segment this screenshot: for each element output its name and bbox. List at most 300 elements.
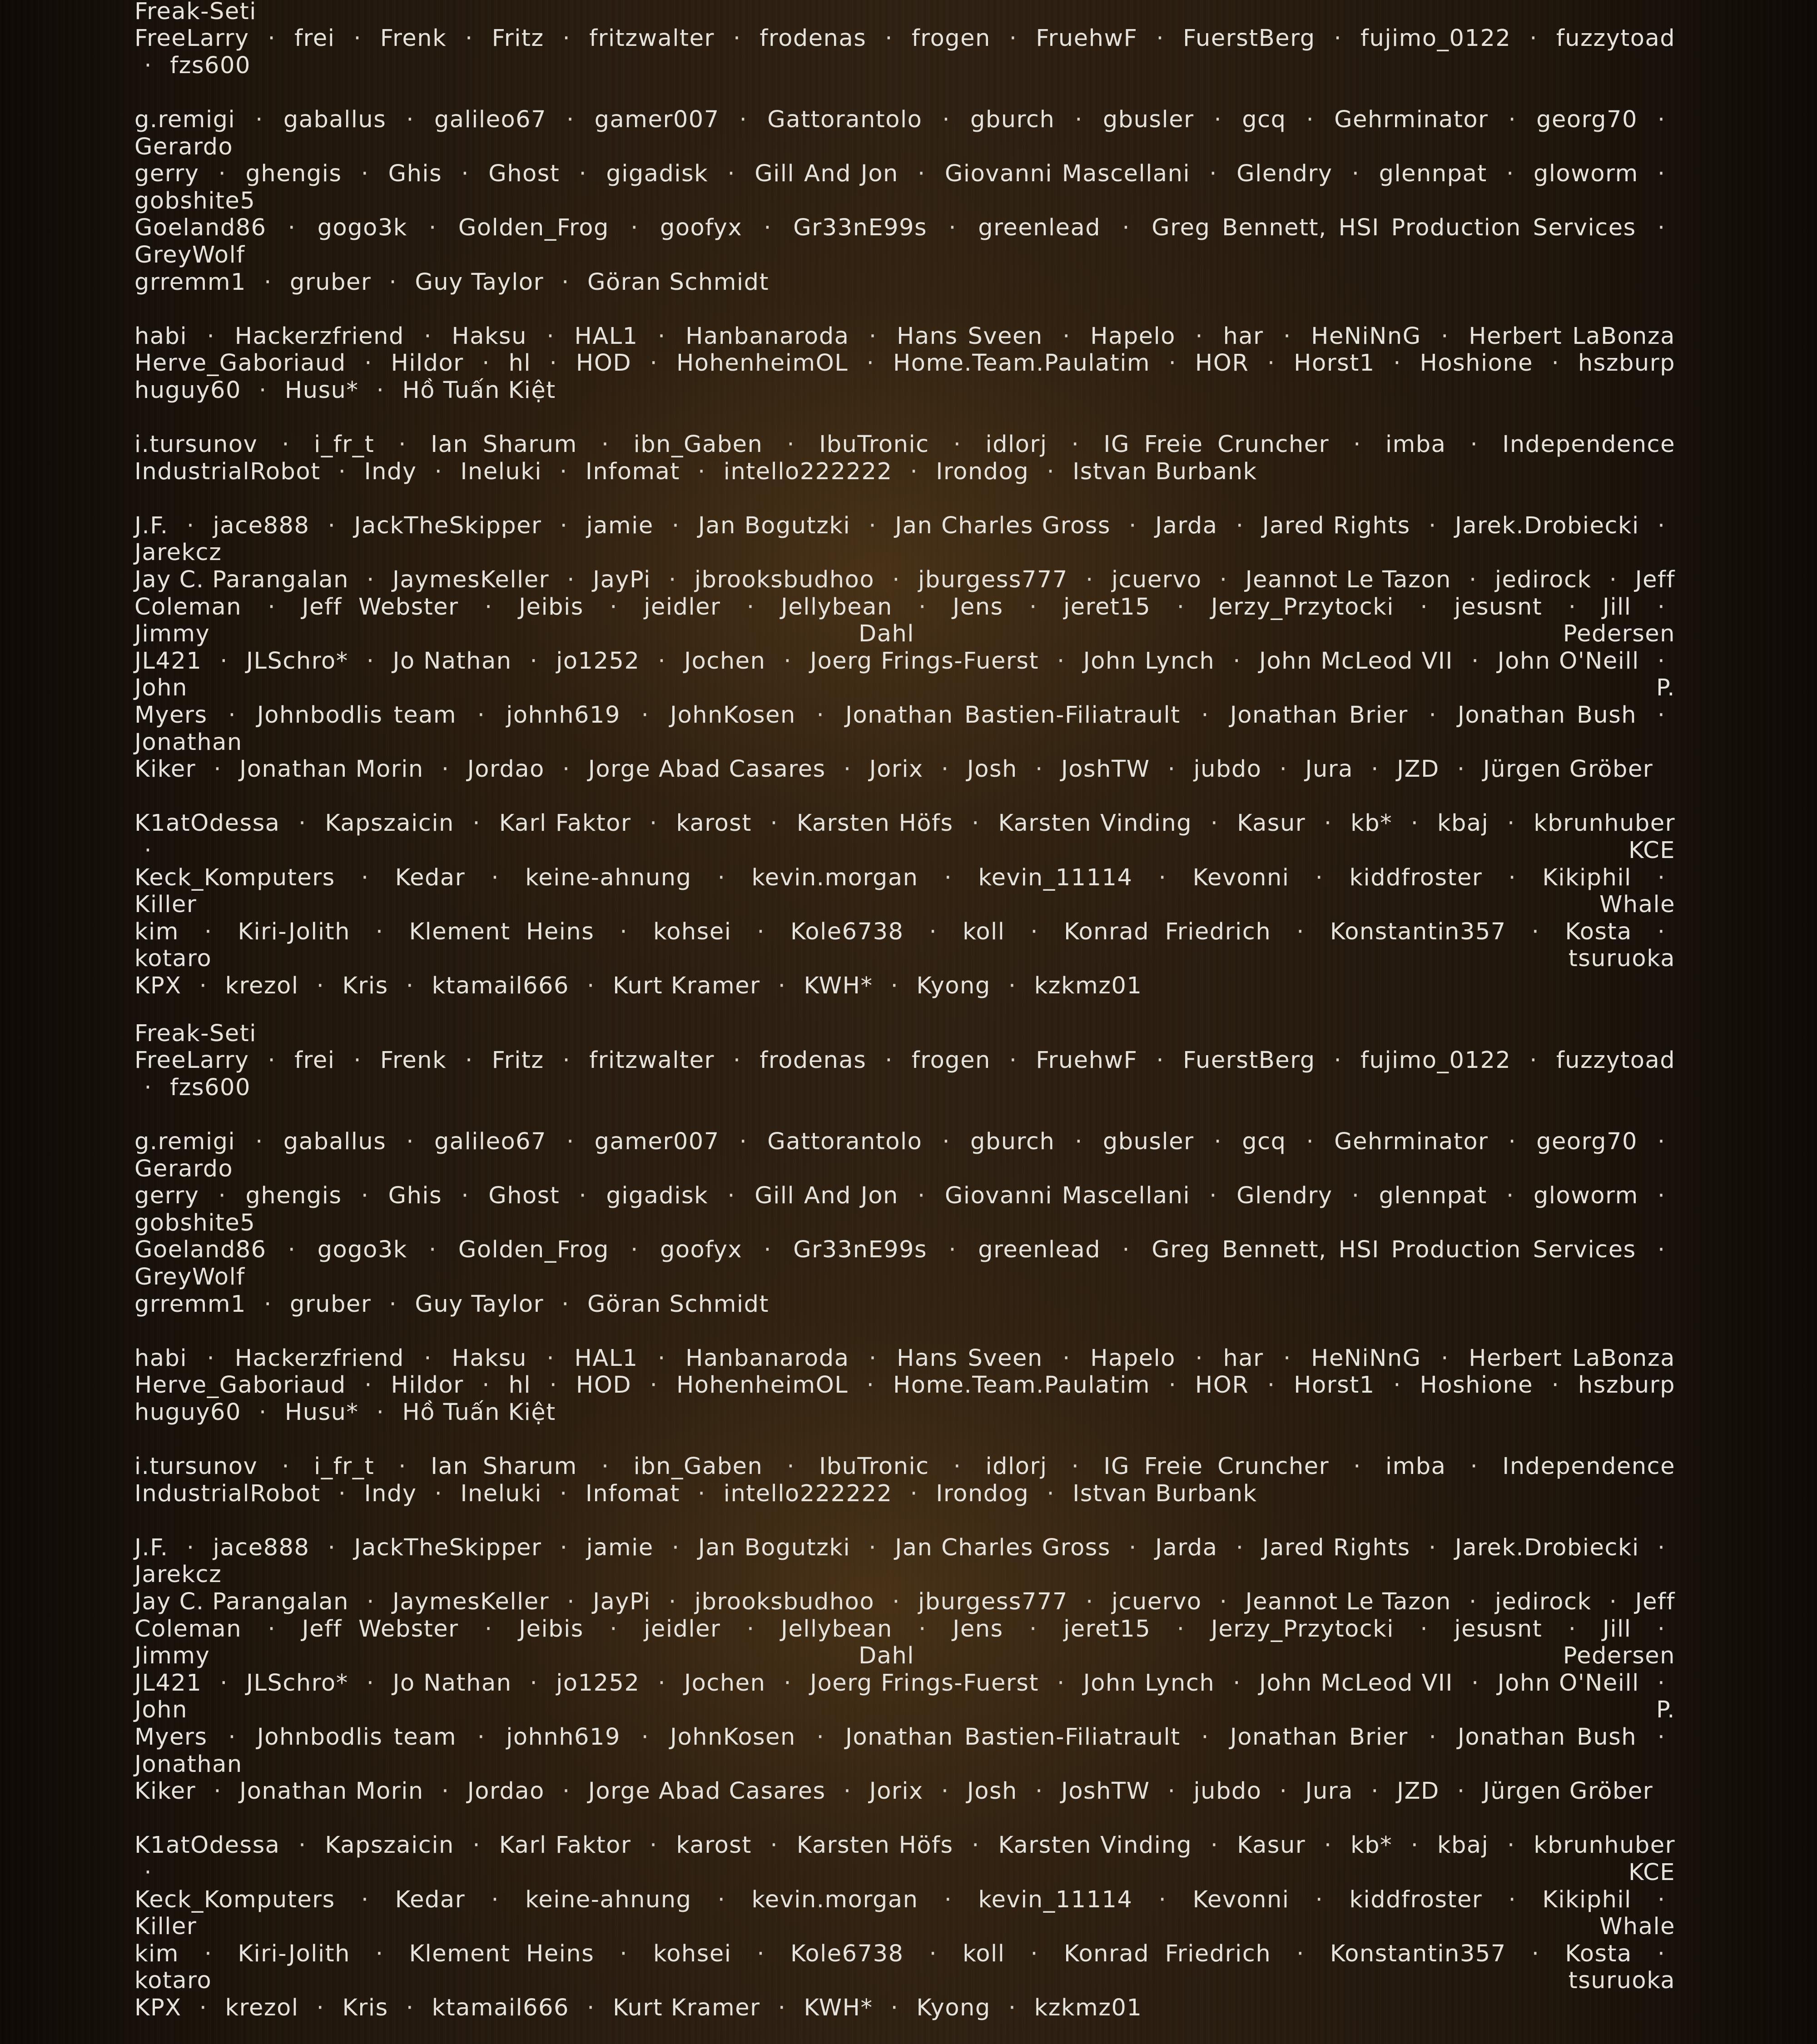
contributor-name: koll	[963, 918, 1005, 945]
name-separator: ·	[727, 160, 736, 188]
contributor-name: habi	[134, 322, 188, 350]
name-separator: ·	[1657, 160, 1666, 188]
contributor-name: Jerzy_Przytocki	[1211, 1615, 1394, 1642]
name-separator: ·	[1441, 322, 1449, 350]
name-separator: ·	[1283, 322, 1291, 350]
name-separator: ·	[764, 214, 772, 242]
name-separator: ·	[560, 1480, 568, 1507]
name-separator: ·	[1531, 918, 1540, 945]
name-separator: ·	[1236, 1534, 1244, 1561]
name-separator: ·	[1158, 1886, 1167, 1913]
name-separator: ·	[953, 1453, 962, 1480]
contributor-name: Jorix	[869, 1778, 923, 1805]
contributor-name: KCE	[1628, 1859, 1675, 1886]
name-separator: ·	[562, 1778, 571, 1805]
name-separator: ·	[1168, 1372, 1177, 1399]
credits-line	[134, 160, 1675, 214]
contributor-name: Jura	[1305, 1778, 1354, 1805]
contributor-name: fzs600	[170, 52, 251, 79]
name-separator: ·	[869, 1534, 877, 1561]
contributor-name: kb*	[1350, 810, 1393, 837]
contributor-name: Jo Nathan	[392, 647, 512, 675]
contributor-name: koll	[963, 1940, 1005, 1967]
credits-group	[134, 810, 1675, 999]
contributor-name: georg70	[1536, 1128, 1638, 1155]
name-separator: ·	[1324, 810, 1332, 837]
contributor-name: Frenk	[380, 1047, 447, 1074]
contributor-name: hszburp	[1578, 1372, 1676, 1399]
name-separator: ·	[264, 268, 272, 296]
contributor-name: Jarekcz	[134, 539, 222, 566]
contributor-name: Klement Heins	[409, 918, 595, 945]
contributor-name: Kurt Kramer	[612, 1994, 760, 2021]
name-separator: ·	[1177, 1615, 1185, 1642]
name-separator: ·	[1009, 1047, 1018, 1074]
name-separator: ·	[1315, 864, 1324, 891]
contributor-name: Jo Nathan	[392, 1669, 512, 1697]
contributor-name: Jill	[1602, 1615, 1632, 1642]
contributor-name: Jan Charles Gross	[895, 1534, 1111, 1561]
contributor-name: goofyx	[660, 1236, 743, 1264]
name-separator: ·	[461, 160, 470, 188]
name-separator: ·	[764, 1236, 772, 1264]
name-separator: ·	[650, 810, 658, 837]
name-separator: ·	[361, 864, 369, 891]
name-separator: ·	[1233, 1669, 1241, 1697]
name-separator: ·	[1657, 1128, 1666, 1155]
contributor-name: IbuTronic	[819, 431, 929, 458]
contributor-name: fuzzytoad	[1556, 25, 1676, 52]
contributor-name: gigadisk	[606, 1182, 709, 1210]
contributor-name: Jonathan Bastien-Filiatrault	[845, 1724, 1181, 1751]
contributor-name: johnh619	[506, 1724, 621, 1751]
contributor-name: intello222222	[723, 458, 893, 485]
contributor-name: Gr33nE99s	[793, 214, 928, 242]
credits-line	[134, 1588, 1675, 1616]
name-separator: ·	[434, 1480, 443, 1507]
name-separator: ·	[1062, 1344, 1071, 1372]
contributor-name: Hans Sveen	[897, 322, 1043, 350]
name-separator: ·	[560, 512, 568, 539]
name-separator: ·	[477, 702, 486, 729]
contributor-name: g.remigi	[134, 106, 236, 133]
name-separator: ·	[376, 1399, 385, 1426]
contributor-name: Jorge Abad Casares	[588, 756, 826, 783]
name-separator: ·	[282, 1453, 290, 1480]
contributor-name: Gr33nE99s	[793, 1236, 928, 1264]
name-separator: ·	[1075, 106, 1083, 133]
name-separator: ·	[1393, 350, 1401, 377]
name-separator: ·	[491, 864, 500, 891]
name-separator: ·	[1219, 1588, 1228, 1616]
name-separator: ·	[264, 1290, 272, 1318]
name-separator: ·	[918, 593, 927, 620]
name-separator: ·	[1214, 1128, 1222, 1155]
name-separator: ·	[697, 1480, 706, 1507]
contributor-name: KWH*	[804, 972, 873, 999]
name-separator: ·	[1168, 350, 1177, 377]
contributor-name: Hildor	[391, 350, 464, 377]
name-separator: ·	[1428, 1534, 1437, 1561]
contributor-name: hl	[508, 1372, 531, 1399]
contributor-name: Jan Bogutzki	[698, 1534, 851, 1561]
contributor-name: kzkmz01	[1034, 972, 1142, 999]
contributor-name: ktamail666	[432, 972, 570, 999]
contributor-name: HAL1	[574, 1344, 638, 1372]
contributor-name: Jura	[1305, 756, 1354, 783]
contributor-name: Freak-Seti	[134, 1022, 257, 1047]
name-separator: ·	[1085, 1588, 1094, 1616]
contributor-name: Hackerzfriend	[234, 1344, 404, 1372]
contributor-name: jburgess777	[918, 566, 1068, 594]
name-separator: ·	[1371, 1778, 1379, 1805]
contributor-name: Kapszaicin	[325, 810, 454, 837]
name-separator: ·	[1657, 512, 1666, 539]
credits-line	[134, 1128, 1675, 1182]
contributor-name: glennpat	[1379, 1182, 1487, 1210]
contributor-name: HAL1	[574, 322, 638, 350]
contributor-name: Gehrminator	[1334, 1128, 1489, 1155]
name-separator: ·	[892, 1588, 900, 1616]
contributor-name: kohsei	[653, 1940, 732, 1967]
name-separator: ·	[1507, 1832, 1515, 1859]
name-separator: ·	[1324, 1832, 1332, 1859]
name-separator: ·	[364, 350, 372, 377]
contributor-name: glennpat	[1379, 160, 1487, 188]
contributor-name: Karl Faktor	[499, 810, 631, 837]
contributor-name: JL421	[134, 647, 202, 675]
name-separator: ·	[1469, 1588, 1477, 1616]
contributor-name: K1atOdessa	[134, 1832, 280, 1859]
name-separator: ·	[1062, 322, 1071, 350]
contributor-name: Jellybean	[781, 1615, 893, 1642]
name-separator: ·	[338, 458, 347, 485]
name-separator: ·	[1030, 918, 1039, 945]
credits-line	[134, 458, 1675, 486]
contributor-name: ghengis	[245, 160, 342, 188]
name-separator: ·	[1428, 512, 1437, 539]
contributor-name: IndustrialRobot	[134, 1480, 321, 1507]
contributor-name: Jens	[953, 1615, 1003, 1642]
contributor-name: JoshTW	[1061, 1778, 1150, 1805]
name-separator: ·	[213, 756, 222, 783]
contributor-name: jeret15	[1063, 593, 1151, 620]
contributor-name: Jared Rights	[1262, 1534, 1410, 1561]
name-separator: ·	[697, 458, 706, 485]
contributor-name: Gehrminator	[1334, 106, 1489, 133]
name-separator: ·	[406, 106, 414, 133]
contributor-name: Kole6738	[790, 918, 904, 945]
contributor-name: JLSchro*	[246, 647, 348, 675]
name-separator: ·	[1508, 864, 1517, 891]
name-separator: ·	[199, 972, 208, 999]
name-separator: ·	[1507, 810, 1515, 837]
name-separator: ·	[630, 214, 639, 242]
name-separator: ·	[220, 647, 228, 675]
name-separator: ·	[784, 1669, 792, 1697]
contributor-name: Jonathan Morin	[239, 756, 424, 783]
name-separator: ·	[1657, 1886, 1666, 1913]
contributor-name: Karsten Höfs	[796, 810, 953, 837]
credits-line	[134, 1022, 1675, 1047]
contributor-name: Jarda	[1155, 512, 1218, 539]
contributor-name: John P.	[134, 1697, 1675, 1724]
name-separator: ·	[207, 322, 215, 350]
name-separator: ·	[1657, 106, 1666, 133]
contributor-name: gaballus	[283, 106, 387, 133]
credits-line	[134, 1670, 1675, 1724]
name-separator: ·	[1371, 756, 1379, 783]
contributor-name: Kikiphil	[1542, 1886, 1632, 1913]
credits-line	[134, 25, 1675, 79]
contributor-name: Fritz	[491, 1047, 544, 1074]
name-separator: ·	[1568, 593, 1577, 620]
contributor-name: Göran Schmidt	[587, 268, 769, 296]
name-separator: ·	[1057, 647, 1065, 675]
contributor-name: i.tursunov	[134, 431, 258, 458]
contributor-name: fuzzytoad	[1556, 1047, 1676, 1074]
contributor-name: J.F.	[134, 1534, 169, 1561]
name-separator: ·	[671, 1534, 680, 1561]
name-separator: ·	[268, 593, 276, 620]
credits-line	[134, 431, 1675, 458]
credits-line	[134, 377, 1675, 404]
contributor-name: Coleman	[134, 593, 242, 620]
contributor-name: Home.Team.Paulatim	[893, 1372, 1151, 1399]
name-separator: ·	[338, 1480, 347, 1507]
contributor-name: Irondog	[936, 458, 1029, 485]
contributor-name: JLSchro*	[246, 1669, 348, 1697]
name-separator: ·	[255, 1128, 263, 1155]
contributor-name: jesusnt	[1454, 593, 1543, 620]
name-separator: ·	[1551, 350, 1560, 377]
contributor-name: Home.Team.Paulatim	[893, 350, 1151, 377]
name-separator: ·	[641, 702, 650, 729]
name-separator: ·	[268, 25, 276, 52]
contributor-name: Independence	[1502, 1453, 1675, 1480]
name-separator: ·	[213, 1778, 222, 1805]
contributor-name: Jarek.Drobiecki	[1455, 512, 1639, 539]
name-separator: ·	[328, 512, 336, 539]
contributor-name: greenlead	[978, 214, 1101, 242]
credits-line	[134, 0, 1675, 25]
name-separator: ·	[441, 1778, 450, 1805]
contributor-name: kbaj	[1437, 1832, 1489, 1859]
contributor-name: Karsten Vinding	[998, 1832, 1192, 1859]
name-separator: ·	[567, 566, 575, 594]
name-separator: ·	[1195, 322, 1204, 350]
name-separator: ·	[204, 1940, 213, 1967]
name-separator: ·	[530, 1669, 538, 1697]
credits-line	[134, 1291, 1675, 1318]
name-separator: ·	[1085, 566, 1094, 594]
name-separator: ·	[1353, 431, 1361, 458]
contributor-name: Jonathan Brier	[1230, 702, 1408, 729]
contributor-name: Gerardo	[134, 133, 233, 160]
contributor-name: kbaj	[1437, 810, 1489, 837]
name-separator: ·	[424, 322, 432, 350]
name-separator: ·	[610, 593, 618, 620]
name-separator: ·	[650, 1372, 658, 1399]
contributor-name: Ghis	[388, 160, 442, 188]
contributor-name: Kosta	[1565, 918, 1632, 945]
contributor-name: Jan Bogutzki	[698, 512, 851, 539]
name-separator: ·	[918, 1615, 927, 1642]
contributor-name: KPX	[134, 972, 182, 999]
contributor-name: HohenheimOL	[676, 350, 849, 377]
credits-line	[134, 1372, 1675, 1399]
name-separator: ·	[566, 1128, 575, 1155]
name-separator: ·	[1470, 431, 1479, 458]
name-separator: ·	[1129, 1534, 1137, 1561]
name-separator: ·	[929, 918, 938, 945]
name-separator: ·	[228, 1724, 237, 1751]
contributor-name: Herbert LaBonza	[1469, 1344, 1675, 1372]
credits-panel-bottom[interactable]	[0, 1022, 1817, 2044]
contributor-name: Jay C. Parangalan	[134, 1588, 349, 1616]
name-separator: ·	[1529, 1047, 1538, 1074]
contributor-name: har	[1223, 322, 1264, 350]
name-separator: ·	[1508, 1128, 1517, 1155]
name-separator: ·	[549, 350, 558, 377]
name-separator: ·	[1233, 647, 1241, 675]
contributor-name: Myers	[134, 1724, 208, 1751]
contributor-name: fritzwalter	[589, 25, 715, 52]
name-separator: ·	[918, 160, 926, 188]
contributor-name: frei	[294, 1047, 335, 1074]
name-separator: ·	[717, 864, 726, 891]
name-separator: ·	[406, 1994, 414, 2021]
name-separator: ·	[866, 1372, 875, 1399]
contributor-name: gogo3k	[317, 214, 407, 242]
name-separator: ·	[482, 1372, 490, 1399]
contributor-name: Kris	[342, 972, 388, 999]
contributor-name: Ineluki	[460, 1480, 542, 1507]
name-separator: ·	[328, 1534, 336, 1561]
contributor-name: Kiri-Jolith	[238, 918, 350, 945]
name-separator: ·	[1008, 1994, 1017, 2021]
contributor-name: Indy	[364, 1480, 417, 1507]
contributor-name: Hildor	[391, 1372, 464, 1399]
name-separator: ·	[1471, 647, 1479, 675]
contributor-name: Herve_Gaboriaud	[134, 350, 346, 377]
contributor-name: Indy	[364, 458, 417, 485]
contributor-name: kotaro tsuruoka	[134, 945, 1675, 972]
contributor-name: jesusnt	[1454, 1615, 1543, 1642]
credits-line	[134, 350, 1675, 377]
contributor-name: Giovanni Mascellani	[944, 160, 1191, 188]
contributor-name: kzkmz01	[1034, 1994, 1142, 2021]
name-separator: ·	[1657, 1615, 1666, 1642]
contributor-name: Jarek.Drobiecki	[1455, 1534, 1639, 1561]
contributor-name: gobshite5	[134, 1209, 256, 1236]
name-separator: ·	[472, 810, 481, 837]
name-separator: ·	[671, 512, 680, 539]
name-separator: ·	[869, 512, 877, 539]
contributor-name: Jellybean	[781, 593, 893, 620]
contributor-name: fujimo_0122	[1360, 25, 1511, 52]
name-separator: ·	[1156, 1047, 1165, 1074]
name-separator: ·	[890, 972, 899, 999]
name-separator: ·	[461, 1182, 470, 1210]
name-separator: ·	[892, 566, 900, 594]
contributor-name: karost	[676, 810, 752, 837]
contributor-name: Kasur	[1237, 810, 1306, 837]
name-separator: ·	[620, 1940, 628, 1967]
name-separator: ·	[465, 1047, 473, 1074]
name-separator: ·	[1420, 1615, 1429, 1642]
contributor-name: Kevonni	[1192, 1886, 1290, 1913]
name-separator: ·	[1609, 566, 1618, 594]
contributor-name: HeNiNnG	[1311, 322, 1421, 350]
name-separator: ·	[1122, 1236, 1131, 1264]
name-separator: ·	[361, 160, 369, 188]
contributor-name: gburch	[970, 1128, 1055, 1155]
name-separator: ·	[669, 1588, 677, 1616]
contributor-name: Horst1	[1294, 350, 1375, 377]
contributor-name: Kikiphil	[1542, 864, 1632, 891]
contributor-name: Killer Whale	[134, 891, 1675, 918]
name-separator: ·	[376, 377, 385, 404]
contributor-name: Jonathan Bastien-Filiatrault	[845, 702, 1181, 729]
contributor-name: Jeannot Le Tazon	[1245, 1588, 1451, 1616]
contributor-name: HOD	[576, 350, 632, 377]
credits-line	[134, 1778, 1675, 1805]
contributor-name: kiddfroster	[1349, 864, 1483, 891]
contributor-name: Keck_Komputers	[134, 1886, 335, 1913]
credits-group	[134, 1022, 1675, 1101]
name-separator: ·	[1609, 1588, 1618, 1616]
contributor-name: Gerardo	[134, 1155, 233, 1182]
name-separator: ·	[1279, 756, 1288, 783]
contributor-name: Goeland86	[134, 1236, 267, 1264]
contributor-name: Jonathan Morin	[239, 1778, 424, 1805]
name-separator: ·	[218, 1182, 227, 1210]
contributor-name: Konrad Friedrich	[1064, 918, 1271, 945]
name-separator: ·	[1429, 1724, 1437, 1751]
name-separator: ·	[546, 322, 555, 350]
name-separator: ·	[658, 322, 666, 350]
contributor-name: Jochen	[684, 1669, 766, 1697]
name-separator: ·	[1657, 864, 1666, 891]
name-separator: ·	[1420, 593, 1429, 620]
contributor-name: Hapelo	[1090, 322, 1176, 350]
name-separator: ·	[1353, 1453, 1361, 1480]
name-separator: ·	[228, 702, 237, 729]
contributor-name: jubdo	[1193, 756, 1262, 783]
name-separator: ·	[816, 702, 825, 729]
credits-line	[134, 1453, 1675, 1480]
contributor-name: Johnbodlis team	[257, 702, 457, 729]
contributor-name: Frenk	[380, 25, 447, 52]
contributor-name: Gattorantolo	[767, 106, 923, 133]
contributor-name: HohenheimOL	[676, 1372, 849, 1399]
contributor-name: Jens	[953, 593, 1003, 620]
contributor-name: gbusler	[1102, 1128, 1194, 1155]
contributor-name: FruehwF	[1036, 1047, 1138, 1074]
contributor-name: frodenas	[760, 25, 867, 52]
name-separator: ·	[1035, 1778, 1043, 1805]
contributor-name: Horst1	[1294, 1372, 1375, 1399]
name-separator: ·	[918, 1182, 926, 1210]
contributor-name: JackTheSkipper	[354, 512, 542, 539]
contributor-name: i_fr_t	[314, 431, 375, 458]
name-separator: ·	[746, 1615, 755, 1642]
contributor-name: Goeland86	[134, 214, 267, 242]
name-separator: ·	[1506, 1182, 1514, 1210]
contributor-name: jeret15	[1063, 1615, 1151, 1642]
name-separator: ·	[1657, 1534, 1666, 1561]
